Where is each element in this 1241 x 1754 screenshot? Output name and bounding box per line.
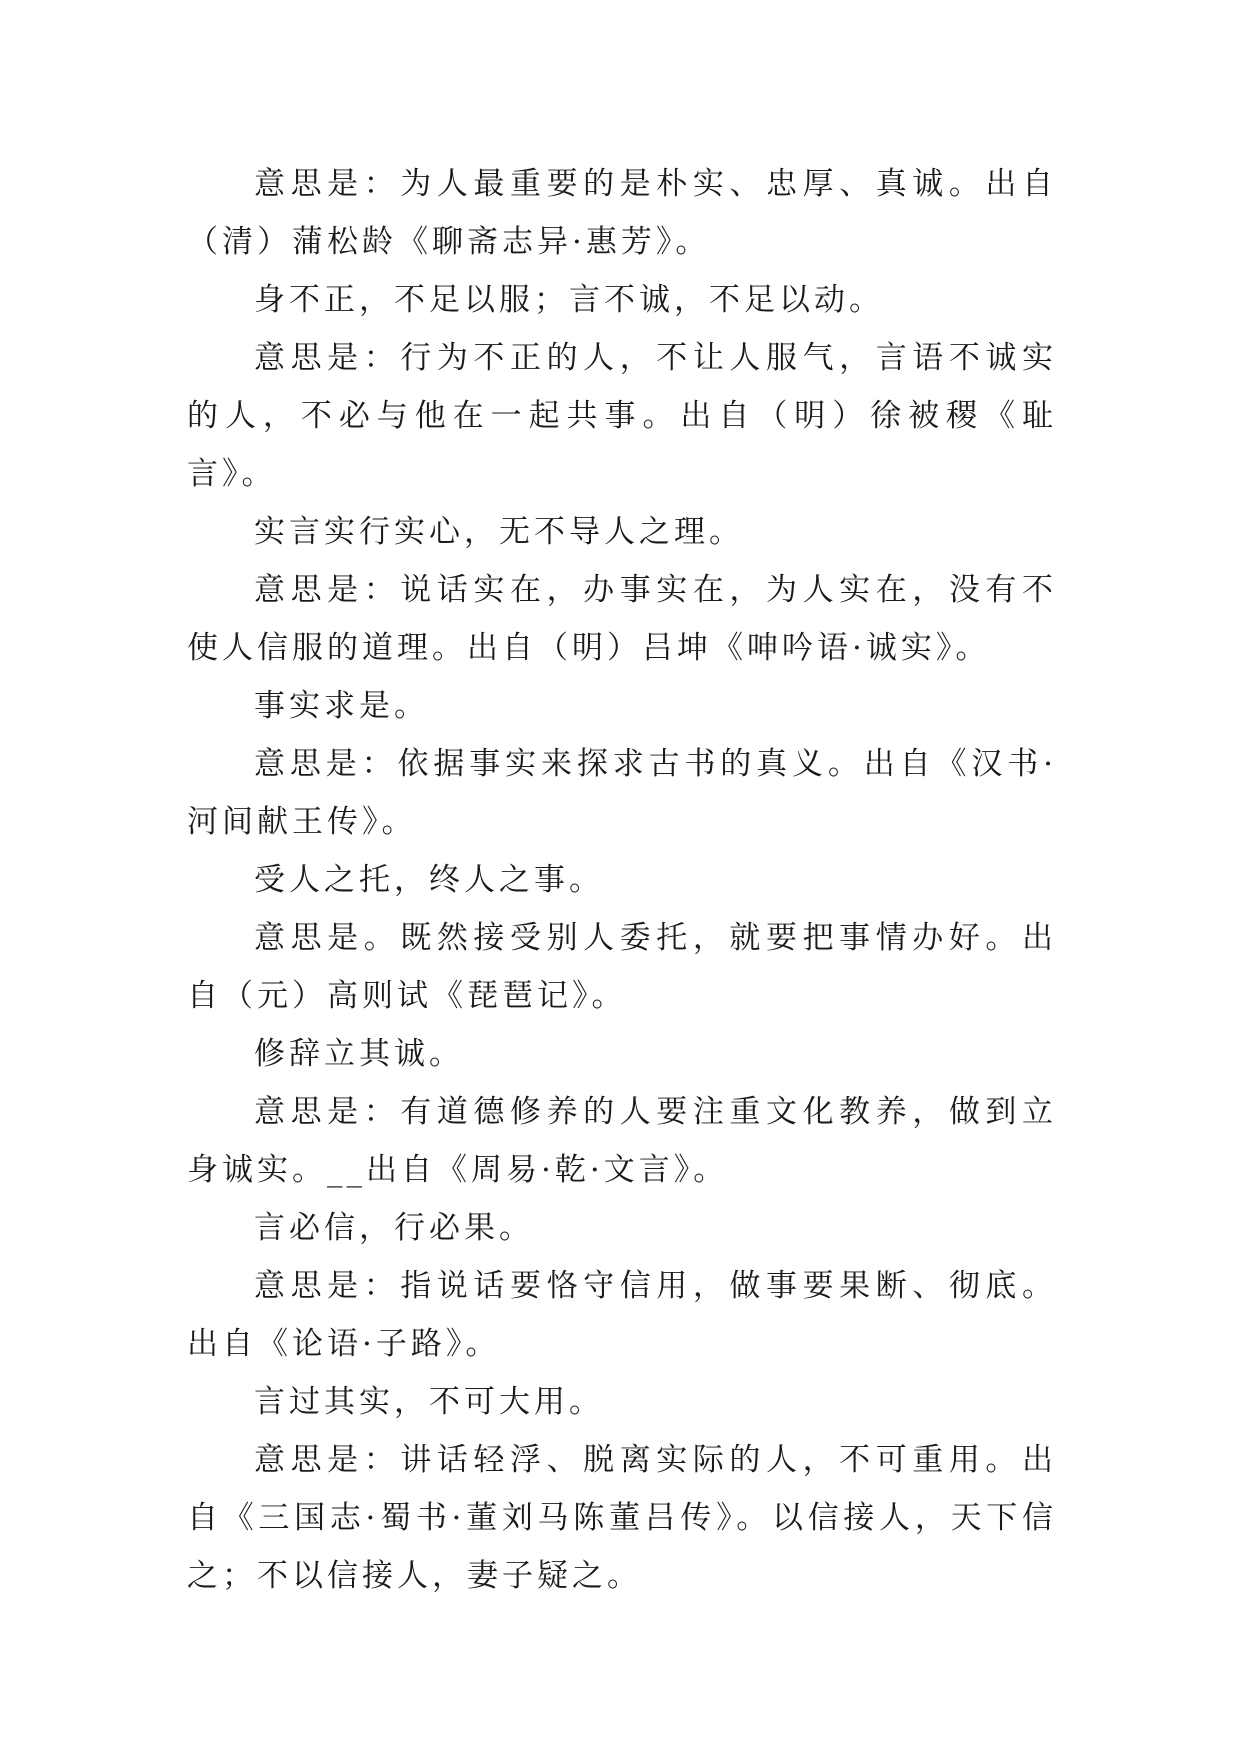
paragraph-12: 言必信，行必果。 — [254, 1210, 534, 1246]
paragraph-10: 修辞立其诚。 — [254, 1036, 464, 1072]
paragraph-2: 身不正，不足以服；言不诚，不足以动。 — [254, 282, 884, 318]
document-body — [187, 155, 1057, 1605]
paragraph-14: 言过其实，不可大用。 — [254, 1384, 604, 1420]
paragraph-4: 实言实行实心，无不导人之理。 — [254, 514, 744, 550]
paragraph-8: 受人之托，终人之事。 — [254, 862, 604, 898]
paragraph-15: 意思是：讲话轻浮、脱离实际的人，不可重用。出自《三国志·蜀书·董刘马陈董吕传》。以信接人，天下信之；不以信接人，妻子疑之。 — [187, 1442, 1057, 1594]
paragraph-7: 意思是：依据事实来探求古书的真义。出自《汉书·河间献王传》。 — [187, 746, 1057, 840]
paragraph-1: 意思是：为人最重要的是朴实、忠厚、真诚。出自（清）蒲松龄《聊斋志异·惠芳》。 — [187, 166, 1057, 260]
paragraph-3: 意思是：行为不正的人，不让人服气，言语不诚实的人，不必与他在一起共事。出自（明）徐被稷《耻言》。 — [187, 340, 1057, 492]
paragraph-9: 意思是。既然接受别人委托，就要把事情办好。出自（元）高则试《琵琶记》。 — [187, 920, 1057, 1014]
paragraph-5: 意思是：说话实在，办事实在，为人实在，没有不使人信服的道理。出自（明）吕坤《呻吟语·诚实》。 — [187, 572, 1057, 666]
paragraph-11: 意思是：有道德修养的人要注重文化教养，做到立身诚实。__出自《周易·乾·文言》。 — [187, 1094, 1057, 1188]
paragraph-13: 意思是：指说话要恪守信用，做事要果断、彻底。出自《论语·子路》。 — [187, 1268, 1057, 1362]
paragraph-6: 事实求是。 — [254, 688, 429, 724]
